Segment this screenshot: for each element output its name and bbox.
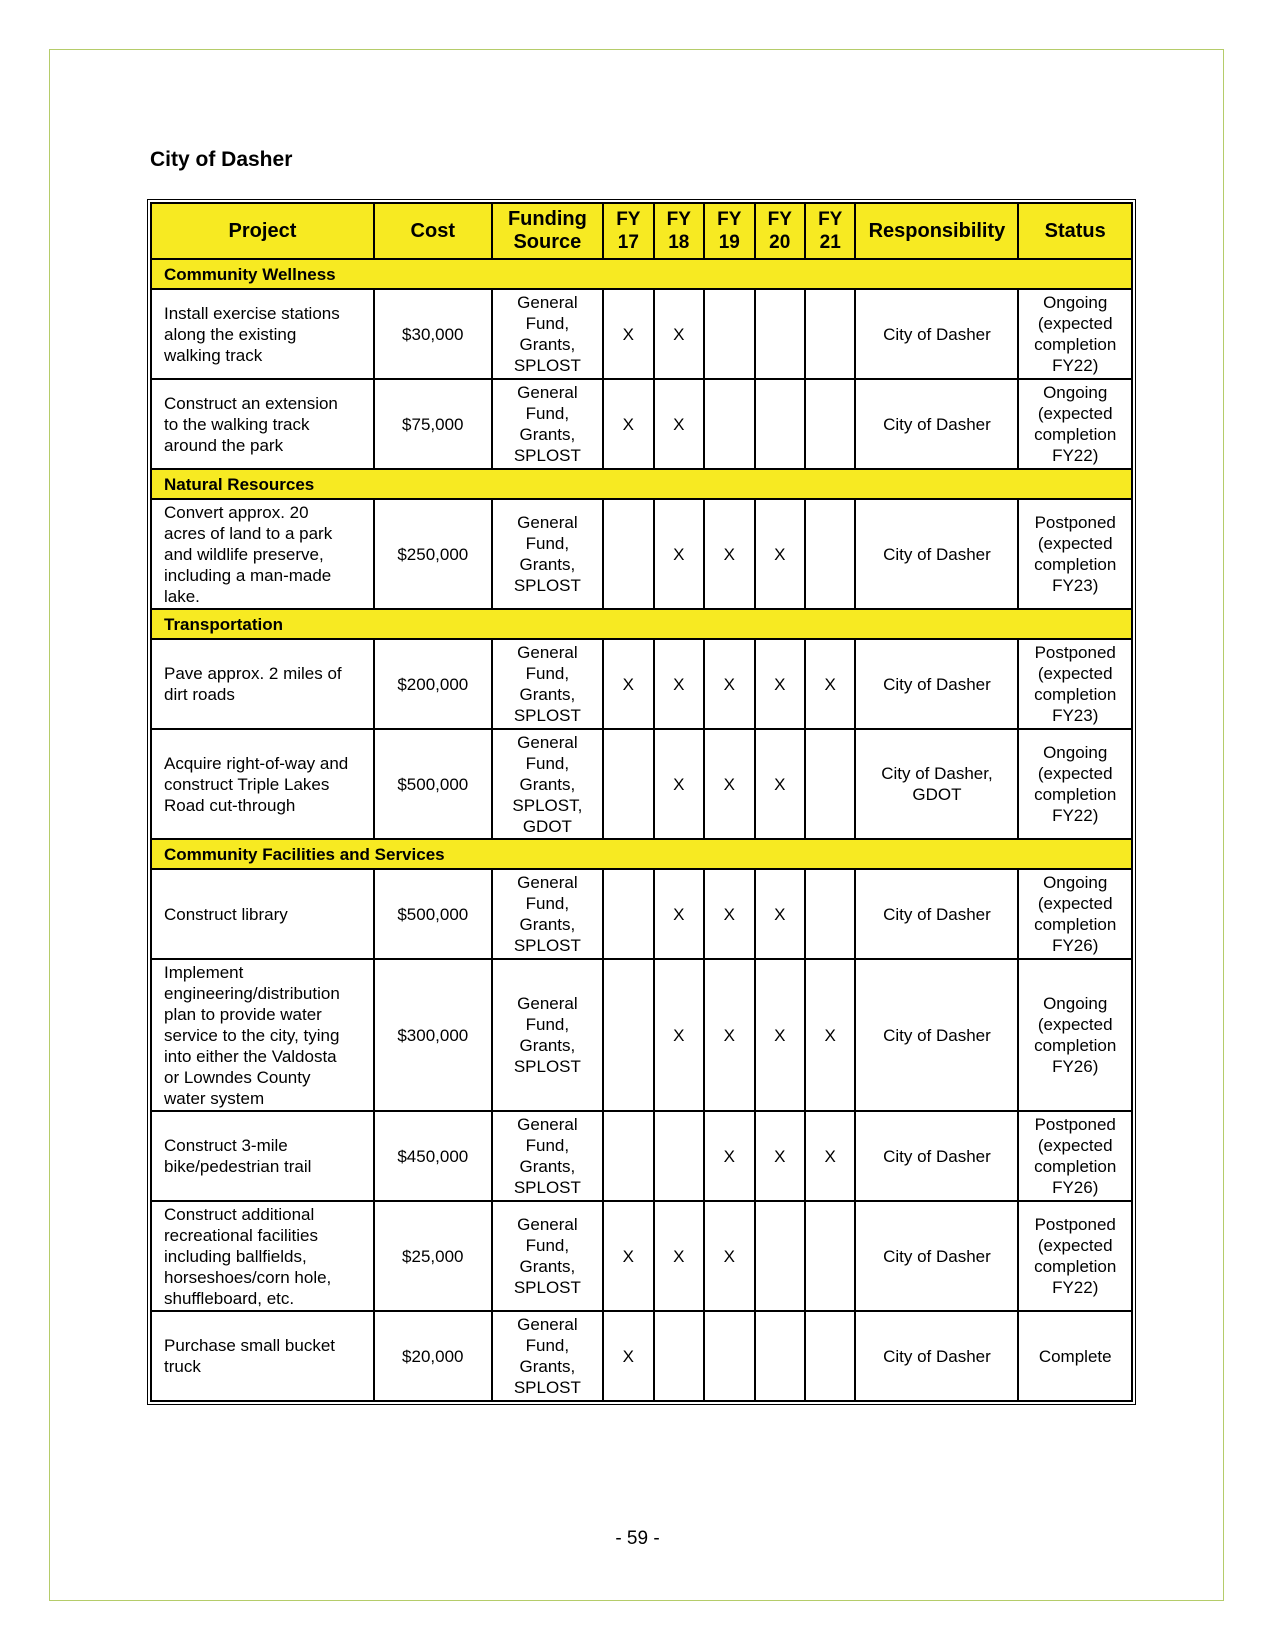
table-body — [151, 259, 1132, 1401]
status-text-line: Complete — [1038, 1346, 1112, 1366]
project-text-line: Acquire right-of-way and — [164, 753, 349, 773]
fy-mark-cell: X — [704, 869, 754, 959]
project-text-line: including a man-made — [164, 565, 332, 585]
fy-mark-cell: X — [755, 729, 805, 839]
responsibility-text-line: City of Dasher — [883, 1346, 991, 1366]
project-cell — [151, 1111, 374, 1201]
funding-text-line: General — [517, 873, 578, 892]
status-text-line: (expected — [1037, 664, 1113, 683]
fy-mark-cell: X — [755, 499, 805, 609]
fy-mark-cell: X — [704, 499, 754, 609]
funding-text-line: SPLOST — [513, 1378, 581, 1397]
project-cell — [151, 869, 374, 959]
funding-cell — [492, 639, 603, 729]
responsibility-text-line: GDOT — [912, 785, 962, 804]
fy-mark-cell — [805, 1311, 855, 1401]
cost-cell: $250,000 — [374, 499, 492, 609]
status-text-line: completion — [1034, 555, 1117, 574]
funding-text-line: SPLOST — [513, 706, 581, 725]
status-cell — [1018, 729, 1132, 839]
status-text-line: Ongoing — [1043, 873, 1108, 892]
fy-mark-cell — [755, 1201, 805, 1311]
funding-text-line: Fund, — [525, 1015, 570, 1034]
section-row — [151, 469, 1132, 499]
project-text-line: Construct 3-mile — [164, 1136, 288, 1155]
fy-mark-cell: X — [603, 1201, 653, 1311]
table-row — [151, 379, 1132, 469]
responsibility-cell — [855, 639, 1018, 729]
funding-text-line: Grants, — [519, 774, 576, 794]
funding-text-line: GDOT — [522, 816, 572, 836]
status-text-line: (expected — [1037, 764, 1113, 783]
funding-text-line: General — [517, 643, 578, 662]
fy-mark-cell: X — [603, 639, 653, 729]
project-text-line: bike/pedestrian trail — [164, 1157, 312, 1176]
funding-text-line: General — [517, 293, 578, 312]
responsibility-cell — [855, 1201, 1018, 1311]
status-text-line: FY23) — [1052, 706, 1099, 725]
project-text-line: Pave approx. 2 miles of — [164, 664, 342, 683]
table-row — [151, 1201, 1132, 1311]
project-text-line: Purchase small bucket — [164, 1336, 336, 1355]
funding-text-line: SPLOST — [513, 1057, 581, 1076]
status-cell — [1018, 1311, 1132, 1401]
fy-mark-cell: X — [805, 1111, 855, 1201]
funding-text-line: SPLOST — [513, 1178, 581, 1197]
status-text-line: completion — [1034, 915, 1117, 934]
header-project: Project — [151, 203, 374, 259]
fy-mark-cell: X — [654, 729, 704, 839]
fy-mark-cell — [704, 289, 754, 379]
funding-text-line: General — [517, 513, 578, 532]
status-cell — [1018, 289, 1132, 379]
fy-mark-cell: X — [755, 959, 805, 1111]
fy-mark-cell: X — [704, 959, 754, 1111]
responsibility-text-line: City of Dasher, — [881, 764, 993, 783]
status-cell — [1018, 1201, 1132, 1311]
fy-mark-cell: X — [654, 499, 704, 609]
funding-text-line: General — [517, 732, 578, 752]
header-responsibility: Responsibility — [855, 203, 1018, 259]
cost-cell: $450,000 — [374, 1111, 492, 1201]
status-text-line: completion — [1034, 685, 1117, 704]
fy-mark-cell: X — [603, 1311, 653, 1401]
funding-cell — [492, 729, 603, 839]
funding-text-line: Grants, — [519, 685, 576, 704]
cost-cell: $25,000 — [374, 1201, 492, 1311]
responsibility-text-line: City of Dasher — [883, 904, 991, 924]
funding-text-line: Grants, — [519, 915, 576, 934]
project-text-line: plan to provide water — [164, 1004, 322, 1024]
responsibility-cell — [855, 959, 1018, 1111]
status-text-line: FY26) — [1052, 1057, 1099, 1076]
fy-mark-cell — [603, 959, 653, 1111]
fy-mark-cell: X — [654, 869, 704, 959]
fy-mark-cell: X — [603, 289, 653, 379]
responsibility-text-line: City of Dasher — [883, 1246, 991, 1266]
cost-cell: $300,000 — [374, 959, 492, 1111]
status-text-line: (expected — [1037, 314, 1113, 333]
section-fill — [603, 839, 1132, 869]
project-cell — [151, 1201, 374, 1311]
funding-text-line: SPLOST, — [512, 795, 583, 815]
table-row — [151, 729, 1132, 839]
fy-mark-cell — [654, 1311, 704, 1401]
status-text-line: completion — [1034, 425, 1117, 444]
status-text-line: completion — [1034, 335, 1117, 354]
project-text-line: dirt roads — [164, 685, 235, 704]
project-text-line: along the existing — [164, 324, 297, 344]
funding-text-line: SPLOST — [513, 356, 581, 375]
funding-text-line: Grants, — [519, 555, 576, 574]
table-row — [151, 869, 1132, 959]
header-status: Status — [1018, 203, 1132, 259]
table-row — [151, 499, 1132, 609]
status-text-line: Postponed — [1034, 513, 1116, 532]
funding-text-line: Grants, — [519, 1036, 576, 1055]
responsibility-cell — [855, 1111, 1018, 1201]
funding-text-line: SPLOST — [513, 446, 581, 465]
funding-text-line: Fund, — [525, 404, 570, 423]
fy-mark-cell — [603, 869, 653, 959]
funding-text-line: Fund, — [525, 534, 570, 553]
funding-cell — [492, 1311, 603, 1401]
header-fy-label: FY — [616, 209, 641, 230]
fy-mark-cell — [805, 869, 855, 959]
section-fill — [603, 259, 1132, 289]
section-fill — [603, 469, 1132, 499]
header-fy-year: 21 — [819, 232, 841, 253]
project-cell — [151, 499, 374, 609]
section-title: Community Facilities and Services — [151, 839, 603, 869]
funding-cell — [492, 1111, 603, 1201]
fy-mark-cell — [704, 1311, 754, 1401]
responsibility-cell — [855, 499, 1018, 609]
status-cell — [1018, 1111, 1132, 1201]
header-fy-label: FY — [717, 209, 742, 230]
status-cell — [1018, 869, 1132, 959]
funding-cell — [492, 289, 603, 379]
project-text-line: truck — [164, 1357, 201, 1376]
status-text-line: completion — [1034, 1036, 1117, 1055]
project-text-line: and wildlife preserve, — [164, 544, 324, 564]
status-text-line: (expected — [1037, 404, 1113, 423]
project-text-line: Construct additional — [164, 1204, 315, 1224]
funding-text-line: Fund, — [525, 1236, 570, 1255]
status-text-line: Ongoing — [1043, 383, 1108, 402]
fy-mark-cell — [805, 499, 855, 609]
fy-mark-cell — [755, 379, 805, 469]
funding-text-line: Fund, — [525, 894, 570, 913]
status-text-line: completion — [1034, 785, 1117, 804]
fy-mark-cell — [603, 1111, 653, 1201]
project-cell — [151, 379, 374, 469]
responsibility-cell — [855, 729, 1018, 839]
funding-text-line: Fund, — [525, 1136, 570, 1155]
table-row — [151, 289, 1132, 379]
responsibility-cell — [855, 869, 1018, 959]
funding-text-line: General — [517, 383, 578, 402]
fy-mark-cell: X — [805, 639, 855, 729]
fy-mark-cell: X — [704, 639, 754, 729]
projects-table — [150, 202, 1133, 1402]
status-text-line: (expected — [1037, 1236, 1113, 1255]
funding-text-line: SPLOST — [513, 576, 581, 595]
project-cell — [151, 289, 374, 379]
funding-cell — [492, 959, 603, 1111]
fy-mark-cell: X — [755, 639, 805, 729]
fy-mark-cell: X — [654, 379, 704, 469]
header-funding-source — [492, 203, 603, 259]
project-text-line: construct Triple Lakes — [164, 774, 330, 794]
funding-text-line: General — [517, 1115, 578, 1134]
project-text-line: walking track — [164, 345, 263, 365]
header-funding-line1: Funding — [507, 208, 587, 230]
project-text-line: Install exercise stations — [164, 303, 340, 323]
responsibility-text-line: City of Dasher — [883, 324, 991, 344]
funding-text-line: SPLOST — [513, 936, 581, 955]
project-text-line: engineering/distribution — [164, 983, 340, 1003]
table-row — [151, 1311, 1132, 1401]
fy-mark-cell — [805, 379, 855, 469]
fy-mark-cell — [755, 1311, 805, 1401]
status-text-line: Postponed — [1034, 643, 1116, 662]
header-fy-year: 18 — [668, 232, 690, 253]
project-text-line: shuffleboard, etc. — [164, 1288, 295, 1308]
header-funding-line2: Source — [513, 231, 582, 253]
fy-mark-cell: X — [654, 1201, 704, 1311]
cost-cell: $75,000 — [374, 379, 492, 469]
project-text-line: water system — [164, 1088, 265, 1108]
funding-text-line: Grants, — [519, 1157, 576, 1176]
responsibility-text-line: City of Dasher — [883, 1146, 991, 1166]
status-text-line: FY22) — [1052, 356, 1099, 375]
project-text-line: Convert approx. 20 — [164, 502, 309, 522]
status-text-line: FY26) — [1052, 1178, 1099, 1197]
funding-text-line: Grants, — [519, 1357, 576, 1376]
status-text-line: FY26) — [1052, 936, 1099, 955]
status-text-line: Postponed — [1034, 1215, 1116, 1234]
funding-text-line: General — [517, 1215, 578, 1234]
section-row — [151, 609, 1132, 639]
project-text-line: horseshoes/corn hole, — [164, 1267, 332, 1287]
cost-cell: $500,000 — [374, 869, 492, 959]
funding-cell — [492, 379, 603, 469]
page-title: City of Dasher — [150, 148, 293, 171]
project-text-line: Road cut-through — [164, 795, 296, 815]
project-text-line: to the walking track — [164, 414, 310, 434]
project-cell — [151, 959, 374, 1111]
project-text-line: Implement — [164, 962, 244, 982]
funding-cell — [492, 499, 603, 609]
funding-text-line: Fund, — [525, 1336, 570, 1355]
responsibility-text-line: City of Dasher — [883, 544, 991, 564]
status-text-line: (expected — [1037, 1015, 1113, 1034]
section-title: Transportation — [151, 609, 603, 639]
cost-cell: $30,000 — [374, 289, 492, 379]
section-title: Community Wellness — [151, 259, 603, 289]
header-fy19 — [704, 203, 754, 259]
fy-mark-cell: X — [654, 639, 704, 729]
header-fy20 — [755, 203, 805, 259]
responsibility-text-line: City of Dasher — [883, 414, 991, 434]
header-row — [151, 203, 1132, 259]
funding-text-line: Grants, — [519, 1257, 576, 1276]
header-fy-label: FY — [767, 209, 792, 230]
project-text-line: around the park — [164, 435, 284, 455]
fy-mark-cell — [805, 289, 855, 379]
header-fy18 — [654, 203, 704, 259]
status-cell — [1018, 959, 1132, 1111]
status-text-line: Postponed — [1034, 1115, 1116, 1134]
fy-mark-cell — [704, 379, 754, 469]
status-text-line: completion — [1034, 1157, 1117, 1176]
status-text-line: (expected — [1037, 894, 1113, 913]
page-number: - 59 - — [615, 1528, 660, 1549]
fy-mark-cell: X — [603, 379, 653, 469]
header-fy-label: FY — [818, 209, 843, 230]
cost-cell: $500,000 — [374, 729, 492, 839]
status-text-line: (expected — [1037, 1136, 1113, 1155]
status-text-line: Ongoing — [1043, 743, 1108, 762]
fy-mark-cell — [805, 729, 855, 839]
project-cell — [151, 1311, 374, 1401]
responsibility-cell — [855, 289, 1018, 379]
status-text-line: Ongoing — [1043, 293, 1108, 312]
funding-cell — [492, 869, 603, 959]
project-text-line: lake. — [164, 586, 200, 606]
funding-cell — [492, 1201, 603, 1311]
funding-text-line: SPLOST — [513, 1278, 581, 1297]
project-text-line: into either the Valdosta — [164, 1046, 337, 1066]
status-cell — [1018, 639, 1132, 729]
status-text-line: FY22) — [1052, 806, 1099, 825]
fy-mark-cell — [603, 729, 653, 839]
status-text-line: FY22) — [1052, 1278, 1099, 1297]
project-text-line: service to the city, tying — [164, 1025, 340, 1045]
responsibility-cell — [855, 379, 1018, 469]
header-fy21 — [805, 203, 855, 259]
status-text-line: Ongoing — [1043, 994, 1108, 1013]
section-row — [151, 839, 1132, 869]
fy-mark-cell — [755, 289, 805, 379]
status-cell — [1018, 499, 1132, 609]
status-text-line: FY22) — [1052, 446, 1099, 465]
status-text-line: (expected — [1037, 534, 1113, 553]
status-text-line: FY23) — [1052, 576, 1099, 595]
fy-mark-cell: X — [654, 959, 704, 1111]
fy-mark-cell — [805, 1201, 855, 1311]
project-text-line: recreational facilities — [164, 1225, 319, 1245]
funding-text-line: Fund, — [525, 314, 570, 333]
responsibility-text-line: City of Dasher — [883, 674, 991, 694]
section-fill — [603, 609, 1132, 639]
table-row — [151, 959, 1132, 1111]
table-row — [151, 1111, 1132, 1201]
funding-text-line: Grants, — [519, 425, 576, 444]
funding-text-line: Fund, — [525, 753, 570, 773]
fy-mark-cell: X — [755, 869, 805, 959]
cost-cell: $20,000 — [374, 1311, 492, 1401]
project-cell — [151, 729, 374, 839]
section-row — [151, 259, 1132, 289]
responsibility-text-line: City of Dasher — [883, 1025, 991, 1045]
project-text-line: or Lowndes County — [164, 1067, 311, 1087]
fy-mark-cell: X — [704, 1201, 754, 1311]
project-text-line: Construct library — [164, 904, 288, 924]
header-fy-year: 19 — [718, 232, 740, 253]
project-text-line: Construct an extension — [164, 393, 338, 413]
status-cell — [1018, 379, 1132, 469]
fy-mark-cell — [603, 499, 653, 609]
project-text-line: acres of land to a park — [164, 523, 333, 543]
funding-text-line: General — [517, 1315, 578, 1334]
header-cost: Cost — [374, 203, 492, 259]
header-fy-year: 17 — [617, 232, 639, 253]
section-title: Natural Resources — [151, 469, 603, 499]
fy-mark-cell: X — [755, 1111, 805, 1201]
status-text-line: completion — [1034, 1257, 1117, 1276]
header-fy17 — [603, 203, 653, 259]
cost-cell: $200,000 — [374, 639, 492, 729]
project-cell — [151, 639, 374, 729]
responsibility-cell — [855, 1311, 1018, 1401]
fy-mark-cell: X — [805, 959, 855, 1111]
header-fy-label: FY — [666, 209, 691, 230]
fy-mark-cell: X — [654, 289, 704, 379]
funding-text-line: Fund, — [525, 664, 570, 683]
funding-text-line: Grants, — [519, 335, 576, 354]
funding-text-line: General — [517, 994, 578, 1013]
fy-mark-cell: X — [704, 1111, 754, 1201]
fy-mark-cell — [654, 1111, 704, 1201]
header-fy-year: 20 — [769, 232, 791, 253]
project-text-line: including ballfields, — [164, 1246, 307, 1266]
table-row — [151, 639, 1132, 729]
fy-mark-cell: X — [704, 729, 754, 839]
